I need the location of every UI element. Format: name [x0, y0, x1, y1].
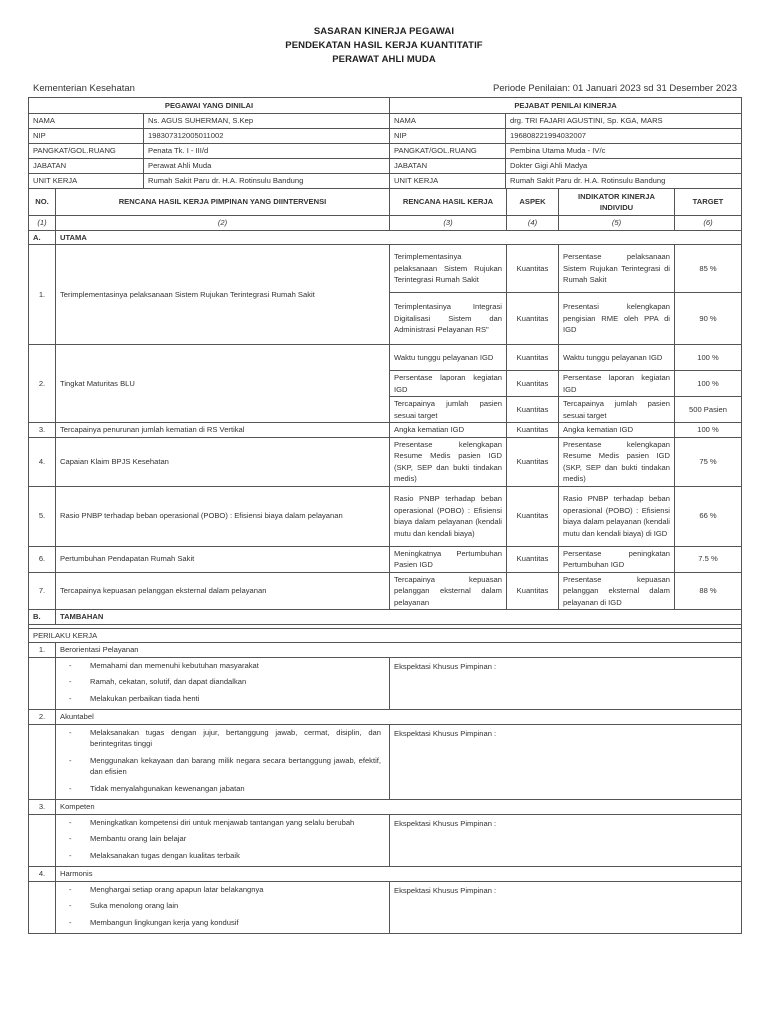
- col-num-3: (3): [390, 216, 507, 231]
- behavior-item: - Membangun lingkungan kerja yang kondusif: [60, 917, 389, 929]
- behavior-no: 2.: [29, 710, 56, 725]
- evaluator-field-value: Rumah Sakit Paru dr. H.A. Rotinsulu Bandung: [506, 174, 742, 189]
- person-row: [29, 129, 742, 144]
- kpi-leader-plan: Pertumbuhan Pendapatan Rumah Sakit: [56, 546, 390, 572]
- kpi-work-plan: Terimplementasinya pelaksanaan Sistem Rujukan Terintegrasi Rumah Sakit: [390, 245, 507, 293]
- evaluated-field-label: NAMA: [29, 114, 144, 129]
- kpi-target: 7.5 %: [675, 546, 742, 572]
- kpi-target: 66 %: [675, 486, 742, 546]
- evaluated-field-value: Ns. AGUS SUHERMAN, S.Kep: [144, 114, 390, 129]
- evaluated-field-label: PANGKAT/GOL.RUANG: [29, 144, 144, 159]
- evaluator-field-value: drg. TRI FAJARI AGUSTINI, Sp. KGA, MARS: [506, 114, 742, 129]
- behavior-no-blank: [29, 724, 56, 800]
- kpi-no: 5.: [29, 486, 56, 546]
- behavior-no: 1.: [29, 643, 56, 658]
- leader-expectation: Ekspektasi Khusus Pimpinan :: [390, 881, 742, 934]
- behavior-no: 4.: [29, 867, 56, 882]
- kpi-work-plan: Angka kematian IGD: [390, 423, 507, 438]
- kpi-leader-plan: Tingkat Maturitas BLU: [56, 345, 390, 423]
- period-label: Periode Penilaian: 01 Januari 2023 sd 31 Desember 2023: [493, 83, 737, 94]
- section-utama-label: UTAMA: [56, 230, 742, 245]
- col-no: NO.: [29, 189, 56, 216]
- behavior-item: - Melaksanakan tugas dengan kualitas terbaik: [60, 850, 389, 862]
- kpi-indicator: Presentasi kelengkapan pengisian RME oleh PPA di IGD: [559, 293, 675, 345]
- behavior-no: 3.: [29, 800, 56, 815]
- behavior-name: Berorientasi Pelayanan: [56, 643, 742, 658]
- kpi-no: 6.: [29, 546, 56, 572]
- evaluator-field-label: NAMA: [390, 114, 506, 129]
- kpi-indicator: Waktu tunggu pelayanan IGD: [559, 345, 675, 371]
- col-target: TARGET: [675, 189, 742, 216]
- evaluator-field-label: JABATAN: [390, 159, 506, 174]
- kpi-row: [29, 437, 742, 486]
- kpi-target: 100 %: [675, 371, 742, 397]
- perilaku-title-row: [29, 628, 742, 643]
- kpi-target: 90 %: [675, 293, 742, 345]
- behavior-item: - Memahami dan memenuhi kebutuhan masyarakat: [60, 660, 389, 672]
- behavior-group-body: [29, 814, 742, 867]
- doc-title-line2: PENDEKATAN HASIL KERJA KUANTITATIF: [285, 40, 483, 51]
- evaluated-field-value: 198307312005011002: [144, 129, 390, 144]
- evaluator-field-label: UNIT KERJA: [390, 174, 506, 189]
- behavior-items-cell: [56, 724, 390, 800]
- kpi-row: [29, 546, 742, 572]
- kpi-target: 100 %: [675, 345, 742, 371]
- evaluator-field-value: Pembina Utama Muda - IV/c: [506, 144, 742, 159]
- persons-table: [28, 97, 742, 189]
- kpi-indicator: Presentase kelengkapan Resume Medis pasien IGD (SKP, SEP dan bukti tindakan medis): [559, 437, 675, 486]
- evaluated-field-label: UNIT KERJA: [29, 174, 144, 189]
- behavior-items-cell: [56, 657, 390, 710]
- person-row: [29, 114, 742, 129]
- evaluated-field-label: JABATAN: [29, 159, 144, 174]
- kpi-no: 3.: [29, 423, 56, 438]
- kpi-aspect: Kuantitas: [507, 572, 559, 610]
- kpi-work-plan: Terimplentasinya Integrasi Digitalisasi Sistem dan Administrasi Pelayanan RS": [390, 293, 507, 345]
- evaluated-field-label: NIP: [29, 129, 144, 144]
- behavior-item: - Membantu orang lain belajar: [60, 833, 389, 845]
- evaluator-field-value: 196808221994032007: [506, 129, 742, 144]
- evaluated-field-value: Rumah Sakit Paru dr. H.A. Rotinsulu Bandung: [144, 174, 390, 189]
- behavior-items-list: [60, 817, 389, 862]
- behavior-group-body: [29, 724, 742, 800]
- behavior-items-cell: [56, 814, 390, 867]
- skp-table: [28, 188, 742, 934]
- kpi-row: [29, 245, 742, 293]
- behavior-name: Kompeten: [56, 800, 742, 815]
- col-indikator: INDIKATOR KINERJA INDIVIDU: [559, 189, 675, 216]
- kpi-aspect: Kuantitas: [507, 245, 559, 293]
- doc-title-line3: PERAWAT AHLI MUDA: [332, 54, 436, 65]
- behavior-name: Akuntabel: [56, 710, 742, 725]
- behavior-no-blank: [29, 881, 56, 934]
- behavior-item: - Tidak menyalahgunakan kewenangan jabatan: [60, 783, 389, 795]
- behavior-group-header: [29, 643, 742, 658]
- kpi-no: 2.: [29, 345, 56, 423]
- behavior-items-list: [60, 660, 389, 705]
- behavior-group-header: [29, 800, 742, 815]
- kpi-work-plan: Persentase laporan kegiatan IGD: [390, 371, 507, 397]
- evaluator-header: PEJABAT PENILAI KINERJA: [390, 98, 742, 114]
- kpi-target: 500 Pasien: [675, 397, 742, 423]
- kpi-row: [29, 486, 742, 546]
- behavior-item: - Melakukan perbaikan tiada henti: [60, 693, 389, 705]
- ministry-label: Kementerian Kesehatan: [33, 83, 135, 94]
- kpi-indicator: Persentase laporan kegiatan IGD: [559, 371, 675, 397]
- section-tambahan-letter: B.: [29, 610, 56, 625]
- behavior-item: - Meningkatkan kompetensi diri untuk menjawab tantangan yang selalu berubah: [60, 817, 389, 829]
- behavior-no-blank: [29, 657, 56, 710]
- col-num-4: (4): [507, 216, 559, 231]
- doc-title-line1: SASARAN KINERJA PEGAWAI: [313, 26, 455, 37]
- behavior-group-header: [29, 867, 742, 882]
- kpi-indicator: Persentase peningkatan Pertumbuhan IGD: [559, 546, 675, 572]
- evaluated-employee-header: PEGAWAI YANG DINILAI: [29, 98, 390, 114]
- section-tambahan-row: [29, 610, 742, 625]
- kpi-work-plan: Tercapainya jumlah pasien sesuai target: [390, 397, 507, 423]
- kpi-leader-plan: Terimplementasinya pelaksanaan Sistem Rujukan Terintegrasi Rumah Sakit: [56, 245, 390, 345]
- behavior-items-list: [60, 727, 389, 795]
- person-row: [29, 159, 742, 174]
- kpi-aspect: Kuantitas: [507, 437, 559, 486]
- kpi-indicator: Tercapainya jumlah pasien sesuai target: [559, 397, 675, 423]
- kpi-work-plan: Presentase kelengkapan Resume Medis pasien IGD (SKP, SEP dan bukti tindakan medis): [390, 437, 507, 486]
- kpi-aspect: Kuantitas: [507, 293, 559, 345]
- kpi-work-plan: Waktu tunggu pelayanan IGD: [390, 345, 507, 371]
- evaluated-field-value: Perawat Ahli Muda: [144, 159, 390, 174]
- kpi-aspect: Kuantitas: [507, 486, 559, 546]
- kpi-no: 4.: [29, 437, 56, 486]
- kpi-leader-plan: Rasio PNBP terhadap beban operasional (POBO) : Efisiensi biaya dalam pelayanan: [56, 486, 390, 546]
- behavior-group-header: [29, 710, 742, 725]
- kpi-indicator: Angka kematian IGD: [559, 423, 675, 438]
- col-num-5: (5): [559, 216, 675, 231]
- kpi-work-plan: Tercapainya kepuasan pelanggan eksternal dalam pelayanan: [390, 572, 507, 610]
- kpi-no: 1.: [29, 245, 56, 345]
- evaluated-field-value: Penata Tk. I - III/d: [144, 144, 390, 159]
- kpi-row: [29, 345, 742, 371]
- behavior-no-blank: [29, 814, 56, 867]
- kpi-aspect: Kuantitas: [507, 397, 559, 423]
- person-row: [29, 174, 742, 189]
- kpi-target: 88 %: [675, 572, 742, 610]
- behavior-item: - Suka menolong orang lain: [60, 900, 389, 912]
- behavior-item: - Menggunakan kekayaan dan barang milik negara secara bertanggung jawab, efektif, dan efisien: [60, 755, 389, 778]
- kpi-target: 75 %: [675, 437, 742, 486]
- col-num-2: (2): [56, 216, 390, 231]
- perilaku-title: PERILAKU KERJA: [29, 628, 742, 643]
- leader-expectation: Ekspektasi Khusus Pimpinan :: [390, 657, 742, 710]
- col-num-1: (1): [29, 216, 56, 231]
- kpi-aspect: Kuantitas: [507, 423, 559, 438]
- kpi-leader-plan: Tercapainya penurunan jumlah kematian di RS Vertikal: [56, 423, 390, 438]
- kpi-no: 7.: [29, 572, 56, 610]
- leader-expectation: Ekspektasi Khusus Pimpinan :: [390, 724, 742, 800]
- kpi-aspect: Kuantitas: [507, 371, 559, 397]
- behavior-group-body: [29, 657, 742, 710]
- evaluator-field-value: Dokter Gigi Ahli Madya: [506, 159, 742, 174]
- kpi-target: 85 %: [675, 245, 742, 293]
- kpi-indicator: Persentase pelaksanaan Sistem Rujukan Terintegrasi di Rumah Sakit: [559, 245, 675, 293]
- kpi-leader-plan: Tercapainya kepuasan pelanggan eksternal dalam pelayanan: [56, 572, 390, 610]
- behavior-items-cell: [56, 881, 390, 934]
- section-tambahan-label: TAMBAHAN: [56, 610, 742, 625]
- behavior-group-body: [29, 881, 742, 934]
- evaluator-field-label: PANGKAT/GOL.RUANG: [390, 144, 506, 159]
- kpi-aspect: Kuantitas: [507, 546, 559, 572]
- col-rhk: RENCANA HASIL KERJA: [390, 189, 507, 216]
- behavior-item: - Ramah, cekatan, solutif, dan dapat diandalkan: [60, 676, 389, 688]
- evaluator-field-label: NIP: [390, 129, 506, 144]
- kpi-indicator: Presentase kepuasan pelanggan eksternal dalam pelayanan di IGD: [559, 572, 675, 610]
- person-row: [29, 144, 742, 159]
- col-aspek: ASPEK: [507, 189, 559, 216]
- kpi-leader-plan: Capaian Klaim BPJS Kesehatan: [56, 437, 390, 486]
- col-rhk-pimpinan: RENCANA HASIL KERJA PIMPINAN YANG DIINTERVENSI: [56, 189, 390, 216]
- kpi-row: [29, 572, 742, 610]
- kpi-row: [29, 423, 742, 438]
- kpi-target: 100 %: [675, 423, 742, 438]
- behavior-item: - Menghargai setiap orang apapun latar belakangnya: [60, 884, 389, 896]
- behavior-items-list: [60, 884, 389, 929]
- kpi-work-plan: Rasio PNBP terhadap beban operasional (POBO) : Efisiensi biaya dalam pelayanan (kendali mutu dan kendali biaya): [390, 486, 507, 546]
- behavior-name: Harmonis: [56, 867, 742, 882]
- kpi-work-plan: Meningkatnya Pertumbuhan Pasien IGD: [390, 546, 507, 572]
- section-utama-letter: A.: [29, 230, 56, 245]
- leader-expectation: Ekspektasi Khusus Pimpinan :: [390, 814, 742, 867]
- col-num-6: (6): [675, 216, 742, 231]
- kpi-indicator: Rasio PNBP terhadap beban operasional (POBO) : Efisiensi biaya dalam pelayanan (kendali mutu dan kendali biaya) di IGD: [559, 486, 675, 546]
- behavior-item: - Melaksanakan tugas dengan jujur, bertanggung jawab, cermat, disiplin, dan berintegritas tinggi: [60, 727, 389, 750]
- kpi-aspect: Kuantitas: [507, 345, 559, 371]
